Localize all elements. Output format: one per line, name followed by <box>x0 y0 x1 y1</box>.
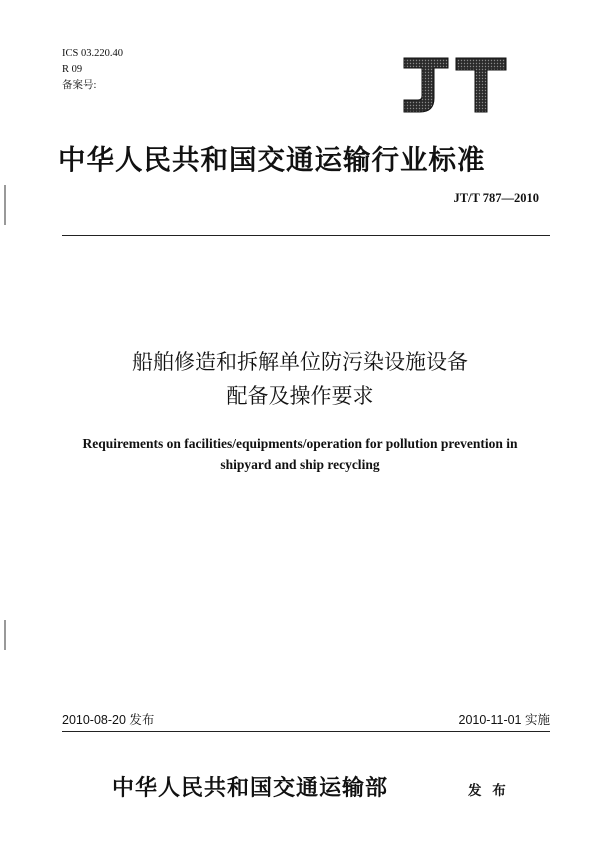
ics-code: ICS 03.220.40 <box>62 48 123 59</box>
ccs-code: R 09 <box>62 64 83 75</box>
standard-number: JT/T 787—2010 <box>453 191 539 205</box>
english-title-line-2: shipyard and ship recycling <box>220 457 380 472</box>
scan-edge-mark <box>4 620 6 650</box>
footer-divider <box>62 731 550 732</box>
classification-block <box>62 46 123 94</box>
industry-standard-title: 中华人民共和国交通运输行业标准 <box>58 144 486 176</box>
header-divider <box>62 235 550 236</box>
logo-text: JT <box>400 56 402 57</box>
publisher-name: 中华人民共和国交通运输部 <box>112 776 389 801</box>
filing-number-label: 备案号: <box>62 80 97 91</box>
chinese-title-line-1: 船舶修造和拆解单位防污染设施设备 <box>132 350 468 374</box>
publish-label: 发 布 <box>468 783 509 799</box>
implementation-date: 2010-11-01 实施 <box>458 713 550 727</box>
chinese-title-line-2: 配备及操作要求 <box>226 384 374 408</box>
english-title-line-1: Requirements on facilities/equipments/operation for pollution prevention in <box>82 436 518 451</box>
issue-date: 2010-08-20 发布 <box>62 713 155 727</box>
jt-logo <box>400 56 510 114</box>
scan-edge-mark <box>4 185 6 225</box>
